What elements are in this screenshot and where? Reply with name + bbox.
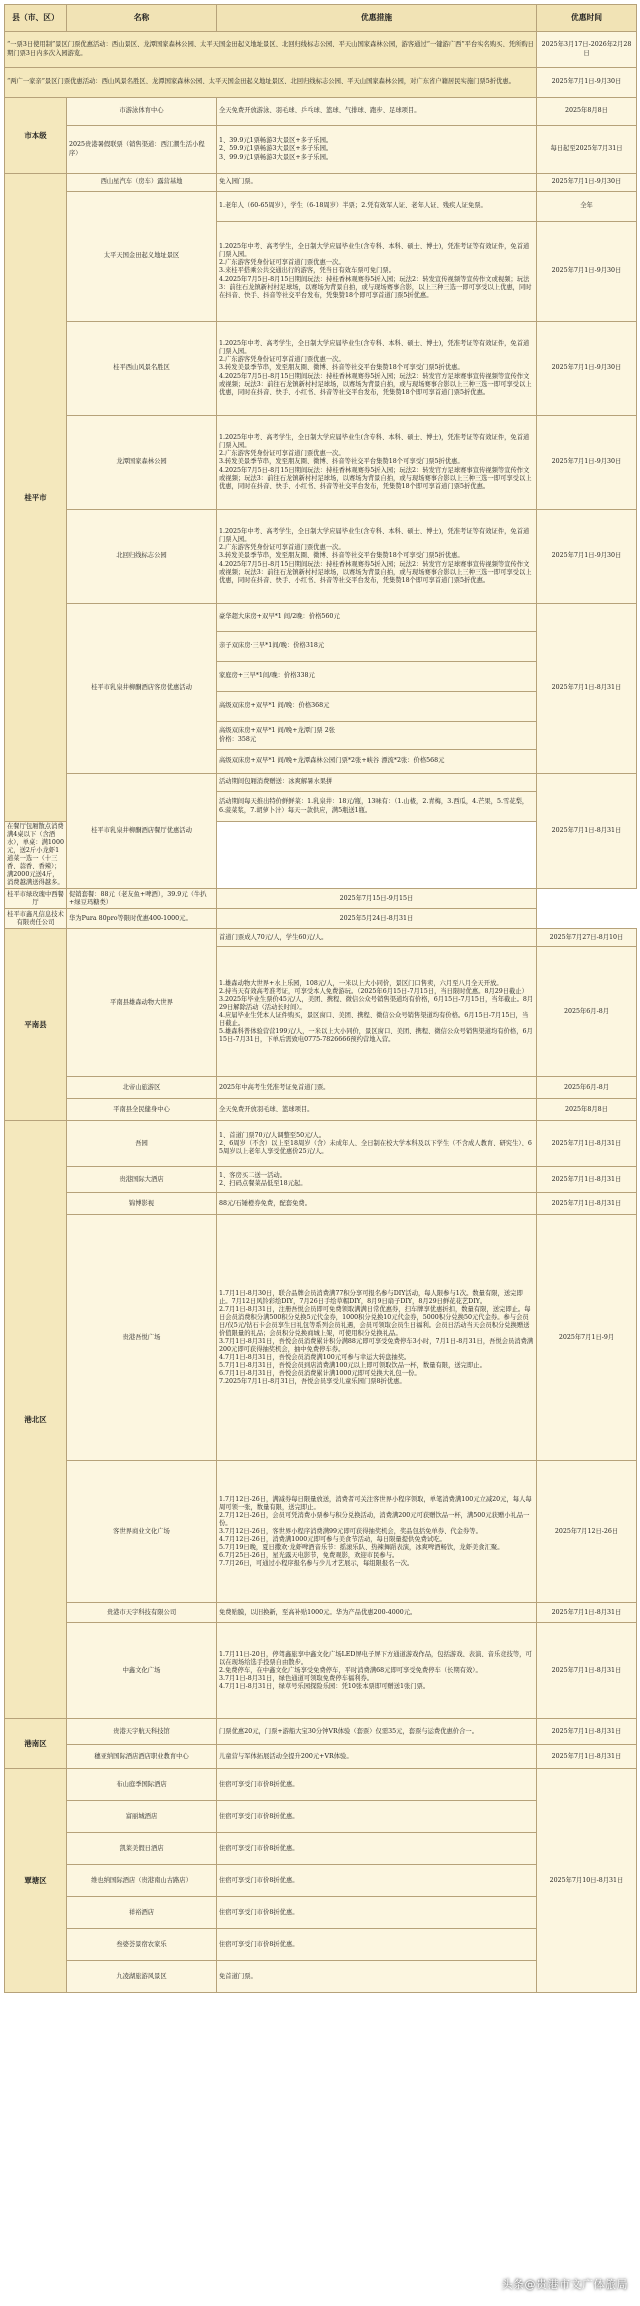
table-row bbox=[5, 32, 637, 68]
venue-name: 桂平市鑫凡信息技术有限责任公司 bbox=[5, 909, 67, 929]
table-row bbox=[5, 1623, 637, 1719]
venue-name: 贵港国际大酒店 bbox=[67, 1167, 217, 1193]
table-row bbox=[5, 322, 637, 416]
measures-cell: 活动期间包厢消费赠送：冰爽解暑水果拼 bbox=[217, 774, 537, 792]
measures-cell: 免费贴膜，以旧换新，至高补贴1000元。华为产品优惠200-4000元。 bbox=[217, 1603, 537, 1623]
measures-cell: 住宿可享受门市价8折优惠。 bbox=[217, 1897, 537, 1929]
county-cell: 平南县 bbox=[5, 929, 67, 1121]
measures-cell: 住宿可享受门市价8折优惠。 bbox=[217, 1865, 537, 1897]
measures-cell: 1.雄森动物大世界+水上乐园，108元/人，一米以上大小同价，景区门口售卖，六月至八月全天开放。 2.持当天有效高考准考证，可享受本人免费游玩。（2025年6月15日-7月15日，当日限时优惠。8月29日截止） 3.2025年毕业生票价45元/人，美团、携程、微信公众号销售渠道均有价格，6月15日-7月15日，当年截止。8月29日解除活动（活动长时间）。 4.应届毕业生凭本人证件购买，景区窗口、美团、携程、微信公众号销售渠道均有价格。6月15日-7月15日，当日截止。 5.雄森科普体验营营199元/人，一米以上大小同价，景区窗口、美团、携程、微信公众号销售渠道均有价格，6月15日-7月31日，下单后需致电0775-7826666预约营地入营。 bbox=[217, 947, 537, 1077]
table-row bbox=[5, 1769, 637, 1801]
venue-name: 桂平市绿玫瑰中西餐厅 bbox=[5, 889, 67, 909]
row-time: 2025年6月-8月 bbox=[537, 1077, 637, 1099]
venue-name: 吾园 bbox=[67, 1121, 217, 1167]
table-row bbox=[5, 1603, 637, 1623]
row-time: 2025年7月1日-9月30日 bbox=[537, 222, 637, 322]
row-time: 2025年7月1日-8月31日 bbox=[537, 1745, 637, 1769]
measures-cell: 华为Pura 80pro等限时优惠400-1000元。 bbox=[67, 909, 217, 929]
measures-cell: 免入园门票。 bbox=[217, 174, 537, 192]
row-time: 2025年7月1日-9月30日 bbox=[537, 416, 637, 510]
row-time: 2025年7月1日-8月31日 bbox=[537, 1167, 637, 1193]
venue-name: 锦博影视 bbox=[67, 1193, 217, 1215]
measures-cell: 儿童营与军体拓展活动全提升200元+VR体验。 bbox=[217, 1745, 537, 1769]
venue-name: 祥裕酒店 bbox=[67, 1897, 217, 1929]
measures-cell: 家庭房+三早*1间/晚：价格338元 bbox=[217, 662, 537, 692]
table-row bbox=[5, 1099, 637, 1121]
row-time: 2025年7月1日-9月 bbox=[537, 1215, 637, 1461]
measures-cell: 住宿可享受门市价8折优惠。 bbox=[217, 1801, 537, 1833]
venue-name: 龙潭国家森林公园 bbox=[67, 416, 217, 510]
measures-cell: 住宿可享受门市价8折优惠。 bbox=[217, 1769, 537, 1801]
measures-cell: 1、39.9元1票畅游3大景区+多子乐园。 2、59.9元1票畅游3大景区+多子乐园。 3、99.9元1票畅游3大景区+多子乐园。 bbox=[217, 126, 537, 174]
table-row bbox=[5, 1745, 637, 1769]
measures-cell: 门票优惠20元，门票+游船大宝30分钟VR体验（套票）仅需35元，套票与运费优惠价合一。 bbox=[217, 1719, 537, 1745]
table-row bbox=[5, 1077, 637, 1099]
guangdong-discount-note: “两广一家亲”景区门票优惠活动：西山风景名胜区、龙潭国家森林公园、太平天国金田起义地址景区、北回归线标志公园、平天山国家森林公园，对广东省户籍居民实施门票5折优惠。 bbox=[5, 68, 537, 98]
header-time: 优惠时间 bbox=[537, 5, 637, 32]
venue-name: 凯莱美假日酒店 bbox=[67, 1833, 217, 1865]
county-cell: 港南区 bbox=[5, 1719, 67, 1769]
venue-name: 中鑫文化广场 bbox=[67, 1623, 217, 1719]
measures-cell: 活动期间每天推出特价鲜鲜菜：1.乳泉井：18元/瓶，13味有：（1.山楂，2.青梅，3.西瓜，4.芒果，5.雪花梨，6.菠菜浆，7.胡萝卜汁）每天一款供应，满5瓶送1瓶。 bbox=[217, 792, 537, 822]
measures-cell: 1.7月11日-20日，停驾鑫旅享中鑫文化广场LED屏电子屏下方通道游戏作品，包括游戏、表演、音乐竞技等，可以在现场给选手投票自由散步。 2.免费停车，在中鑫文化广场享受免费停车，平时消费满68元即可享受免费停车（长期有效）。 3.7月1日-8月31日，绿色通道可领取免费停车福利券。 4.7月1日-8月31日，绿草号乐园探险乐园：凭10张本票即可赠送1张门票。 bbox=[217, 1623, 537, 1719]
table-row bbox=[5, 174, 637, 192]
venue-name: 北回归线标志公园 bbox=[67, 510, 217, 604]
row-time: 2025年7月1日-8月31日 bbox=[537, 1121, 637, 1167]
venue-name: 平南县雄森动物大世界 bbox=[67, 929, 217, 1077]
row-time: 2025年7月1日-9月30日 bbox=[537, 174, 637, 192]
county-cell: 市本级 bbox=[5, 98, 67, 174]
measures-cell: 1、首道门票70元/人调整至50元/人。 2、6周岁（不含）以上至18周岁（含）未成年人、全日制在校大学本科及以下学生（不含成人教育、研究生）、65周岁以上老年人享受优惠价25元/人。 bbox=[217, 1121, 537, 1167]
row-time: 2025年7月1日-9月30日 bbox=[537, 510, 637, 604]
venue-name: 北帝山旅游区 bbox=[67, 1077, 217, 1099]
venue-name: 富丽城酒店 bbox=[67, 1801, 217, 1833]
venue-name: 西山星汽车（房车）露营基地 bbox=[67, 174, 217, 192]
row-time: 2025年7月27日-8月10日 bbox=[537, 929, 637, 947]
table-row bbox=[5, 1193, 637, 1215]
measures-cell: 首道门票成人70元/人，学生60元/人。 bbox=[217, 929, 537, 947]
venue-name: 桂平西山风景名胜区 bbox=[67, 322, 217, 416]
header-measures: 优惠措施 bbox=[217, 5, 537, 32]
measures-cell: 高级双床房+双早*1 间/晚+龙潭门票 2张 价格：358元 bbox=[217, 722, 537, 750]
row-time: 每日起至2025年7月31日 bbox=[537, 126, 637, 174]
row-time: 2025年7月1日-8月31日 bbox=[537, 1623, 637, 1719]
measures-cell: 在餐厅包厢散点消费满4桌以下（含酒水），单桌：满1000元，送2斤小龙虾1道菜一选一（十三香、蒜香、香辣）；满2000元送4斤，消费越满送得越多。 bbox=[5, 822, 67, 889]
venue-name: 2025贵港暑假联票（销售渠道：西江潮生活小程序） bbox=[67, 126, 217, 174]
measures-cell: 亲子双床房·三早*1间/晚：价格318元 bbox=[217, 632, 537, 662]
venue-name: 桂平市乳泉井柳酮酒店客房优惠活动 bbox=[67, 604, 217, 774]
venue-name: 太平天国金田起义地址景区 bbox=[67, 192, 217, 322]
table-row bbox=[5, 416, 637, 510]
measures-cell: 1.2025年中考、高考学生，全日制大学应届毕业生(含专科、本科、硕士、博士)，凭准考证等有效证件，免首道门票入园。 2.广东游客凭身份证可享首道门票优惠一次。 3.转发美景季节串，发至朋友圈、微博、抖音等社交平台集赞18个可享受门票5折优惠。 4.2025年7月5日-8月15日期间玩法：持桂香林观赛券5折入园；玩法2：转发官方足球赛事宣传视频等宣传作文或视频；玩法3：前往石龙镇新村村足球场，以赛场为背景自拍，或与现场赛事合影以上三种三选一即可享受以上优惠，同时在抖音、快手、小红书、抖音等社交平台发布，凭集赞18个即可享首道门票5折优惠。 bbox=[217, 416, 537, 510]
table-row bbox=[5, 889, 637, 909]
row-time: 2025年7月1日-8月31日 bbox=[537, 1719, 637, 1745]
row-time: 2025年7月1日-8月31日 bbox=[537, 1603, 637, 1623]
table-row bbox=[5, 510, 637, 604]
measures-cell: 1.7月1日-8月30日，联合品牌会员消费满77积分享可报名参与DIY活动，每人限参与1次。数量有限，送完即止。7月12日风铃彩绘DIY，7月26日手绘草帽DIY，8月9日扇子DIY，8月29日鲜花花艺DIY。 2.7月1日-8月31日，注册吾悦会员即可免费领取满满日常优惠券，扫车牌享优惠折扣，数量有限，送完即止。每日会员消费积分满500积分兑换5元代金券，1000积分兑换10元代金券，5000积分兑换50元代金券。参与会员日/仅5元/钻石卡会员享生日礼包等系列会员礼遇，会员可领取会员生日福利。会员日活动当天会员积分兑换赠送价值限量的礼品；会员积分兑换商城上架，可使用积分兑换礼品。 3.7月1日-8月31日，吾悦会员消费累计积分满88元即可享受免费停车3小时，7月1日-8月31日，吾悦会员消费满200元即可获得抽奖机会，抽中免费停车券。 4.7月1日-8月31日，吾悦会员消费满100元可参与幸运大转盘抽奖。 5.7月1日-8月31日，吾悦会员到店消费满100元以上即可领取饮品一杯，数量有限，送完即止。 6.7月1日-8月31日，吾悦会员消费累计满1000元即可兑换大礼包一份。 7.2025年7月1日-8月31日，吾悦会员享受儿童乐园门票8折优惠。 bbox=[217, 1215, 537, 1461]
row-time: 2025年7月1日-8月31日 bbox=[537, 1193, 637, 1215]
table-row bbox=[5, 604, 637, 632]
row-time: 2025年3月17日-2026年2月28日 bbox=[537, 32, 637, 68]
table-row bbox=[5, 929, 637, 947]
venue-name: 九凌湖旅游风景区 bbox=[67, 1961, 217, 1993]
measures-cell: 1.2025年中考、高考学生，全日制大学应届毕业生(含专科、本科、硕士、博士)，凭准考证等有效证件，免首道门票入园。 2.广东游客凭身份证可享首道门票优惠一次。 3.转发美景季节串，发至朋友圈、微博、抖音等社交平台集赞18个可享受门票5折优惠。 4.2025年7月5日-8月15日期间玩法：持桂香林观赛券5折入园；玩法2：转发官方足球赛事宣传视频等宣传作文或视频；玩法3：前往石龙镇新村村足球场，以赛场为背景自拍，或与现场赛事合影以上三种三选一即可享受以上优惠，同时在抖音、快手、小红书、抖音等社交平台发布，凭集赞18个即可享首道门票5折优惠。 bbox=[217, 322, 537, 416]
measures-cell: 全天免费开放羽毛球、篮球项目。 bbox=[217, 1099, 537, 1121]
measures-cell: 高级双床房+双早*1 间/晚：价格368元 bbox=[217, 692, 537, 722]
venue-name: 维也纳国际酒店（贵港南山古路店） bbox=[67, 1865, 217, 1897]
measures-cell: 免首道门票。 bbox=[217, 1961, 537, 1993]
row-time: 2025年6月-8月 bbox=[537, 947, 637, 1077]
venue-name: 布山庭季国际酒店 bbox=[67, 1769, 217, 1801]
header-county: 县（市、区） bbox=[5, 5, 67, 32]
citywide-ticket-note: “一票3日使用制”景区门票优惠活动：西山景区、龙潭国家森林公园、太平天国金田起义地址景区、北回归线标志公园、平天山国家森林公园，游客通过“一键游广西”平台实名购买、凭所购日期门票3日内多次入园游览。 bbox=[5, 32, 537, 68]
table-row bbox=[5, 1121, 637, 1167]
row-time: 2025年5月24日-8月31日 bbox=[217, 909, 537, 929]
table-row bbox=[5, 1215, 637, 1461]
county-cell: 桂平市 bbox=[5, 174, 67, 822]
row-time: 2025年8月8日 bbox=[537, 98, 637, 126]
row-time: 2025年8月8日 bbox=[537, 1099, 637, 1121]
measures-cell: 1.7月12日-26日，满减券每日限量放送，消费者可关注客世界小程序领取，单笔消费满100元立减20元，每人每周可领一张，数量有限，送完即止。 2.7月12日-26日，会员可凭消费小票参与积分兑换活动，消费满200元可获赠饮品一杯，满500元获赠小礼品一份。 3.7月12日-26日，客世界小程序消费满99元即可获得抽奖机会，奖品包括免单券、代金券等。 4.7月12日-26日，消费满1000元即可参与美食节活动，每日限量提供免费试吃。 5.7月19日晚，夏日撒欢·龙虾啤酒音乐节：摇滚乐队、热辣舞蹈表演，冰爽啤酒畅饮，龙虾美食汇聚。 6.7月25日-26日，星光露天电影节，免费观影，欢迎市民参与。 7.7月26日，可通过小程序报名参与少儿才艺展示，每组限报名一次。 bbox=[217, 1461, 537, 1603]
table-row bbox=[5, 192, 637, 222]
row-time: 2025年7月1日-8月31日 bbox=[537, 774, 637, 889]
county-cell: 覃塘区 bbox=[5, 1769, 67, 1993]
venue-name: 贵港市天宇科技有限公司 bbox=[67, 1603, 217, 1623]
measures-cell: 2025年中高考生凭准考证免首道门票。 bbox=[217, 1077, 537, 1099]
table-row bbox=[5, 1461, 637, 1603]
table-row bbox=[5, 774, 637, 792]
venue-name: 叁婆荟景宿农家乐 bbox=[67, 1929, 217, 1961]
venue-name: 平南县全民健身中心 bbox=[67, 1099, 217, 1121]
county-cell: 港北区 bbox=[5, 1121, 67, 1719]
venue-name: 市游泳体育中心 bbox=[67, 98, 217, 126]
measures-cell: 1.2025年中考、高考学生，全日制大学应届毕业生(含专科、本科、硕士、博士)，凭准考证等有效证件，免首道门票入园。 2.广东游客凭身份证可享首道门票优惠一次。 3.转发美景季节串，发至朋友圈、微博、抖音等社交平台集赞18个可享受门票5折优惠。 4.2025年7月5日-8月15日期间玩法：持桂香林观赛券5折入园；玩法2：转发官方足球赛事宣传视频等宣传作文或视频；玩法3：前往石龙镇新村村足球场，以赛场为背景自拍，或与现场赛事合影以上三种三选一即可享受以上优惠，同时在抖音、快手、小红书、抖音等社交平台发布，凭集赞18个即可享首道门票5折优惠。 bbox=[217, 510, 537, 604]
measures-cell: 1.2025年中考、高考学生，全日制大学应届毕业生(含专科、本科、硕士、博士)，凭准考证等有效证件，免首道门票入园。 2.广东游客凭身份证可享首道门票优惠一次。 3.来桂平搭乘公共交通出行的游客，凭当日有效车票可免门票。 4.2025年7月5日-8月15日期间玩法：持桂香林观赛券5折入园；玩法2：转发宣传视频等宣传作文或视频；玩法3：前往石龙镇新村村足球场，以赛场为背景自拍，或与现场赛事合影，以上三种三选一即可享受以上优惠，同时在抖音、快手、抖音等社交平台发布，凭集赞18个即可享首道门票5折优惠。 bbox=[217, 222, 537, 322]
row-time: 2025年7月1日-9月30日 bbox=[537, 322, 637, 416]
table-row bbox=[5, 1719, 637, 1745]
discount-table bbox=[4, 4, 637, 1993]
measures-cell: 促销套餐：88元（老友鱼+啤酒），39.9元（牛扒+绿豆玛糖类） bbox=[67, 889, 217, 909]
row-time: 2025年7月15日-9月15日 bbox=[217, 889, 537, 909]
row-time: 2025年7月1日-9月30日 bbox=[537, 68, 637, 98]
row-time: 2025年7月1日-8月31日 bbox=[537, 604, 637, 774]
measures-cell: 住宿可享受门市价8折优惠。 bbox=[217, 1929, 537, 1961]
venue-name: 客世界商业文化广场 bbox=[67, 1461, 217, 1603]
measures-cell: 全天免费开放游泳、羽毛球、乒乓球、篮球、气排球、跑步、足球项目。 bbox=[217, 98, 537, 126]
table-header-row bbox=[5, 5, 637, 32]
venue-name: 穗亚纳国际酒店酒店职业教育中心 bbox=[67, 1745, 217, 1769]
measures-cell: 88元/石锤橙券免费，配套免费。 bbox=[217, 1193, 537, 1215]
measures-cell: 豪华超大床房+双早*1 间/2晚：价格560元 bbox=[217, 604, 537, 632]
row-time: 2025年7月10日-8月31日 bbox=[537, 1769, 637, 1993]
watermark: 头条@贵港市文广体旅局 bbox=[501, 2278, 628, 2291]
table-row bbox=[5, 68, 637, 98]
row-time: 2025年7月12日-26日 bbox=[537, 1461, 637, 1603]
header-name: 名称 bbox=[67, 5, 217, 32]
venue-name: 贵港天宇航天科技馆 bbox=[67, 1719, 217, 1745]
venue-name: 贵港吾悦广场 bbox=[67, 1215, 217, 1461]
measures-cell: 1、客房买二送一活动。 2、扫码点餐菜品低至18元起。 bbox=[217, 1167, 537, 1193]
table-row bbox=[5, 1167, 637, 1193]
measures-cell: 高级双床房+双早*1 间/晚+龙潭森林公园门票*2张+峡谷 漂流*2张：价格568元 bbox=[217, 750, 537, 774]
table-row bbox=[5, 98, 637, 126]
venue-name: 桂平市乳泉井柳酮酒店餐厅优惠活动 bbox=[67, 774, 217, 889]
row-time: 全年 bbox=[537, 192, 637, 222]
table-row bbox=[5, 909, 637, 929]
table-row bbox=[5, 126, 637, 174]
measures-cell: 1.老年人（60-65周岁），学生（6-18周岁）半票；2.凭有效军人证、老年人证、残疾人证免票。 bbox=[217, 192, 537, 222]
measures-cell: 住宿可享受门市价8折优惠。 bbox=[217, 1833, 537, 1865]
